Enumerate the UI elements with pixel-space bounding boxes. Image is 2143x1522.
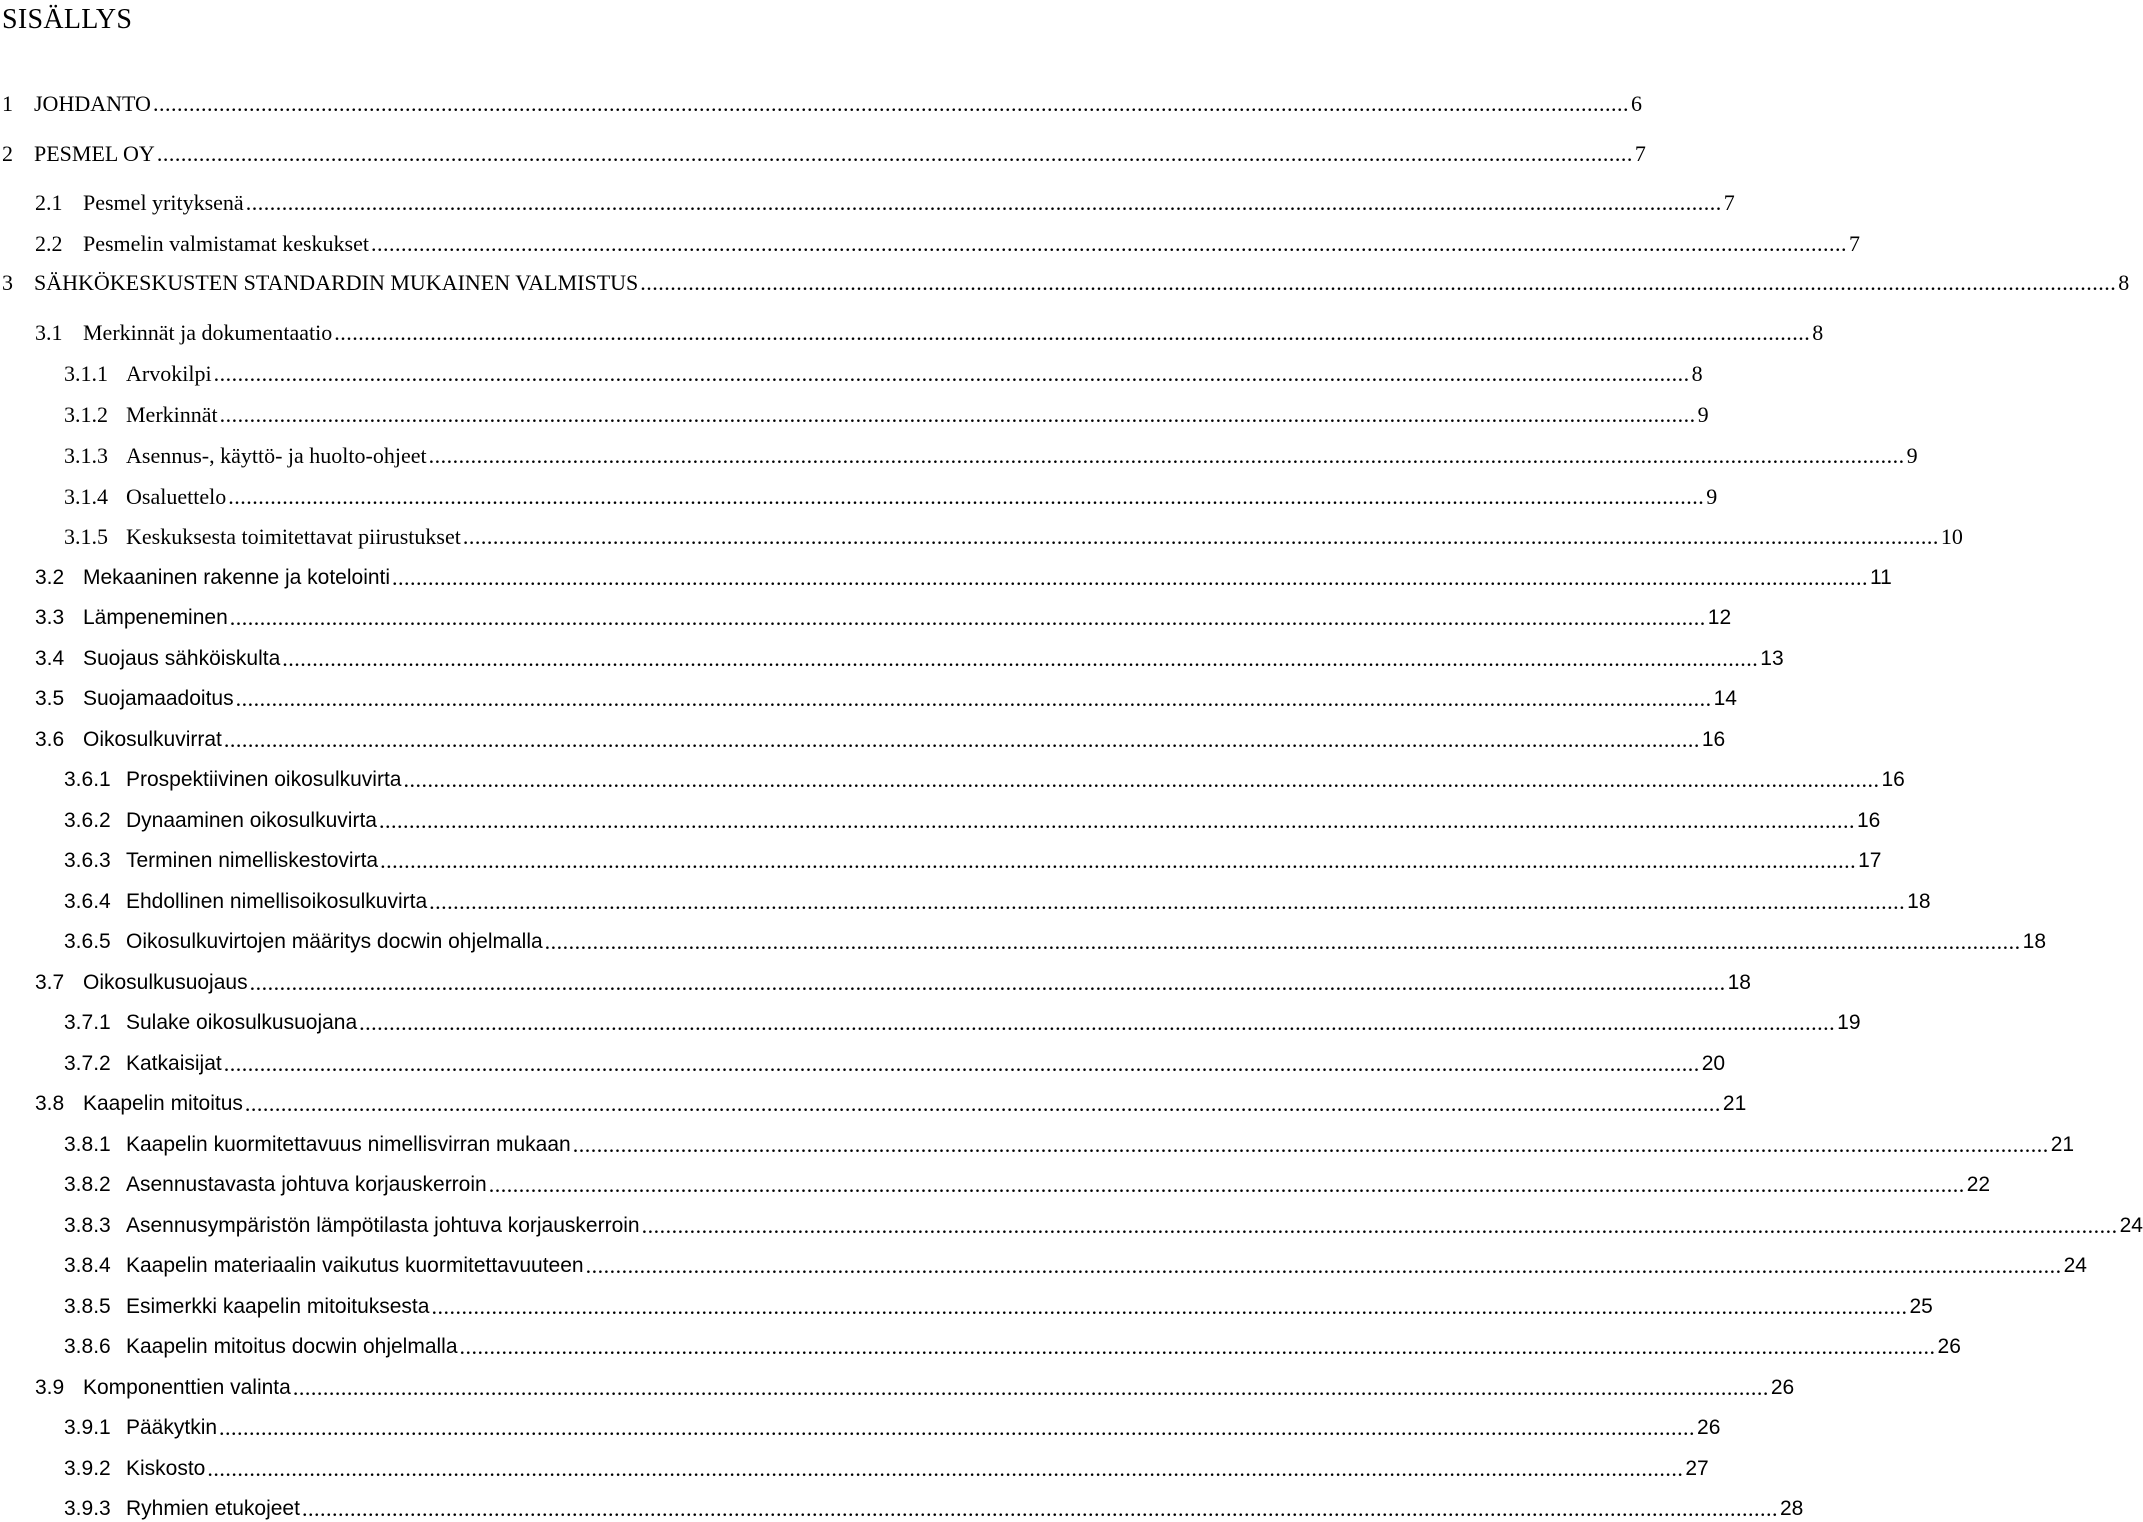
toc-entry-page-number: 27 [1685, 1457, 1709, 1480]
toc-entry[interactable] [64, 520, 1963, 550]
toc-entry-page-number: 21 [1722, 1092, 1747, 1115]
toc-dot-leader: ...................................................................................................................................................................................................................................................... [488, 1172, 1965, 1197]
toc-entry-page-number: 20 [1701, 1052, 1726, 1075]
toc-entry-title: Kiskosto [126, 1457, 206, 1480]
toc-entry-title: Merkinnät [126, 402, 218, 427]
toc-entry-number: 3.6.4 [64, 890, 111, 913]
toc-entry-number: 3.9 [35, 1376, 65, 1399]
toc-entry-title: Ehdollinen nimellisoikosulkuvirta [126, 890, 428, 913]
toc-entry[interactable] [64, 804, 1881, 834]
toc-entry-title: Mekaaninen rakenne ja kotelointi [83, 566, 391, 589]
toc-entry-number: 3.5 [35, 687, 65, 710]
toc-entry-title: Pesmelin valmistamat keskukset [83, 231, 369, 256]
toc-dot-leader: ...................................................................................................................................................................................................................................................... [244, 1091, 1721, 1116]
toc-entry-number: 3.1.2 [64, 402, 108, 427]
toc-entry-title: Komponenttien valinta [83, 1376, 291, 1399]
toc-entry[interactable] [64, 1330, 1961, 1360]
toc-entry-page-number: 21 [2050, 1133, 2075, 1156]
toc-entry[interactable] [64, 439, 1918, 469]
toc-entry-title: Esimerkki kaapelin mitoituksesta [126, 1295, 430, 1318]
toc-dot-leader: ...................................................................................................................................................................................................................................................... [156, 141, 1633, 166]
toc-entry-title: Osaluettelo [126, 484, 227, 509]
toc-dot-leader: ...................................................................................................................................................................................................................................................... [431, 1294, 1908, 1319]
toc-entry-number: 3 [2, 270, 13, 295]
toc-entry[interactable] [2, 137, 1646, 167]
toc-entry[interactable] [35, 966, 1751, 996]
toc-entry-page-number: 16 [1701, 728, 1726, 751]
toc-entry[interactable] [64, 1168, 1991, 1198]
toc-entry-title: Katkaisijat [126, 1052, 222, 1075]
toc-entry-number: 1 [2, 91, 13, 116]
toc-dot-leader: ...................................................................................................................................................................................................................................................... [282, 646, 1759, 671]
toc-dot-leader: ...................................................................................................................................................................................................................................................... [301, 1496, 1778, 1521]
toc-entry-title: Sulake oikosulkusuojana [126, 1011, 358, 1034]
toc-entry-title: Kaapelin mitoitus docwin ohjelmalla [126, 1335, 458, 1358]
toc-entry-number: 3.8.1 [64, 1133, 111, 1156]
toc-dot-leader: ...................................................................................................................................................................................................................................................... [359, 1010, 1836, 1035]
toc-entry-page-number: 13 [1760, 647, 1784, 670]
toc-entry-title: Merkinnät ja dokumentaatio [83, 320, 333, 345]
toc-entry-title: JOHDANTO [34, 91, 151, 116]
toc-entry[interactable] [35, 561, 1892, 591]
toc-entry-title: Keskuksesta toimitettavat piirustukset [126, 524, 461, 549]
toc-entry-title: Oikosulkuvirtojen määritys docwin ohjelmalla [126, 930, 543, 953]
toc-dot-leader: ...................................................................................................................................................................................................................................................... [392, 565, 1869, 590]
toc-entry[interactable] [64, 1249, 2087, 1279]
toc-entry[interactable] [64, 1047, 1726, 1077]
toc-dot-leader: ...................................................................................................................................................................................................................................................... [403, 767, 1880, 792]
toc-entry-title: Asennusympäristön lämpötilasta johtuva korjauskerroin [126, 1214, 640, 1237]
toc-entry[interactable] [64, 1006, 1861, 1036]
toc-entry[interactable] [35, 723, 1726, 753]
toc-entry[interactable] [35, 642, 1784, 672]
toc-entry-page-number: 25 [1909, 1295, 1933, 1318]
toc-dot-leader: ...................................................................................................................................................................................................................................................... [245, 190, 1722, 215]
toc-entry-page-number: 7 [1723, 190, 1735, 215]
toc-entry-page-number: 11 [1870, 566, 1892, 589]
toc-entry-page-number: 19 [1837, 1011, 1861, 1034]
toc-entry-page-number: 9 [1697, 402, 1709, 427]
toc-entry-page-number: 7 [1848, 231, 1860, 256]
toc-entry-page-number: 26 [1937, 1335, 1961, 1358]
toc-entry[interactable] [64, 1128, 2075, 1158]
toc-entry[interactable] [64, 357, 1703, 387]
toc-entry-number: 3.6.3 [64, 849, 111, 872]
toc-entry-title: Lämpeneminen [83, 606, 228, 629]
toc-entry-number: 3.2 [35, 566, 65, 589]
toc-entry-title: Ryhmien etukojeet [126, 1497, 300, 1520]
toc-entry-title: SÄHKÖKESKUSTEN STANDARDIN MUKAINEN VALMISTUS [34, 270, 639, 295]
toc-entry-number: 2 [2, 141, 13, 166]
toc-entry-page-number: 24 [2119, 1214, 2143, 1237]
toc-entry-page-number: 26 [1770, 1376, 1795, 1399]
toc-dot-leader: ...................................................................................................................................................................................................................................................... [219, 402, 1696, 427]
toc-entry[interactable] [64, 398, 1709, 428]
toc-dot-leader: ...................................................................................................................................................................................................................................................... [235, 686, 1712, 711]
toc-entry-page-number: 26 [1697, 1416, 1721, 1439]
toc-entry-page-number: 7 [1634, 141, 1646, 166]
toc-entry[interactable] [64, 1411, 1721, 1441]
toc-dot-leader: ...................................................................................................................................................................................................................................................... [228, 484, 1705, 509]
toc-entry[interactable] [64, 1290, 1933, 1320]
toc-entry-page-number: 8 [2118, 270, 2130, 295]
toc-entry-title: Asennustavasta johtuva korjauskerroin [126, 1173, 487, 1196]
toc-dot-leader: ...................................................................................................................................................................................................................................................... [572, 1132, 2049, 1157]
toc-entry[interactable] [2, 87, 1642, 117]
toc-entry-number: 3.1 [35, 320, 63, 345]
toc-entry-number: 3.7.2 [64, 1052, 111, 1075]
toc-entry-title: Oikosulkuvirrat [83, 728, 222, 751]
toc-entry-page-number: 10 [1940, 524, 1963, 549]
toc-entry-number: 3.1.5 [64, 524, 108, 549]
toc-entry-title: Dynaaminen oikosulkuvirta [126, 809, 377, 832]
toc-dot-leader: ...................................................................................................................................................................................................................................................... [219, 1415, 1696, 1440]
toc-entry-title: Kaapelin kuormitettavuus nimellisvirran mukaan [126, 1133, 571, 1156]
toc-entry-page-number: 9 [1706, 484, 1718, 509]
toc-entry[interactable] [35, 227, 1860, 257]
toc-dot-leader: ...................................................................................................................................................................................................................................................... [459, 1334, 1936, 1359]
toc-entry[interactable] [35, 601, 1732, 631]
toc-entry-title: Pääkytkin [126, 1416, 218, 1439]
toc-entry-page-number: 22 [1966, 1173, 1991, 1196]
toc-dot-leader: ...................................................................................................................................................................................................................................................... [640, 270, 2117, 295]
toc-entry-number: 3.1.3 [64, 443, 108, 468]
toc-entry[interactable] [35, 186, 1735, 216]
toc-dot-leader: ...................................................................................................................................................................................................................................................... [428, 443, 1905, 468]
toc-entry-page-number: 18 [2022, 930, 2047, 953]
toc-entry-number: 3.1.1 [64, 361, 108, 386]
toc-entry-page-number: 9 [1906, 443, 1918, 468]
toc-entry-number: 3.7.1 [64, 1011, 111, 1034]
toc-entry-title: Oikosulkusuojaus [83, 971, 248, 994]
toc-dot-leader: ...................................................................................................................................................................................................................................................... [378, 808, 1855, 833]
toc-entry[interactable] [64, 1209, 2143, 1239]
toc-entry-title: Pesmel yrityksenä [83, 190, 244, 215]
toc-entry-number: 2.2 [35, 231, 63, 256]
toc-entry-number: 3.8.5 [64, 1295, 111, 1318]
toc-entry-page-number: 18 [1907, 890, 1931, 913]
toc-dot-leader: ...................................................................................................................................................................................................................................................... [213, 361, 1690, 386]
toc-entry[interactable] [64, 763, 1905, 793]
toc-entry-number: 3.6.2 [64, 809, 111, 832]
toc-entry-number: 3.8.6 [64, 1335, 111, 1358]
toc-entry-page-number: 8 [1691, 361, 1703, 386]
toc-entry-page-number: 12 [1707, 606, 1732, 629]
toc-entry-number: 3.6 [35, 728, 65, 751]
toc-entry-number: 3.4 [35, 647, 65, 670]
toc-dot-leader: ...................................................................................................................................................................................................................................................... [380, 848, 1857, 873]
toc-entry-number: 3.8 [35, 1092, 65, 1115]
toc-entry-page-number: 24 [2063, 1254, 2087, 1277]
toc-entry[interactable] [64, 1452, 1709, 1482]
toc-entry-number: 3.8.3 [64, 1214, 111, 1237]
toc-entry-title: Prospektiivinen oikosulkuvirta [126, 768, 402, 791]
toc-entry-number: 2.1 [35, 190, 63, 215]
toc-dot-leader: ...................................................................................................................................................................................................................................................... [223, 1051, 1700, 1076]
toc-entry-number: 3.6.1 [64, 768, 111, 791]
toc-entry-number: 3.7 [35, 971, 65, 994]
page-title: SISÄLLYS [2, 4, 133, 35]
toc-entry-title: Suojamaadoitus [83, 687, 234, 710]
toc-entry-page-number: 17 [1858, 849, 1882, 872]
toc-entry[interactable] [64, 1492, 1804, 1522]
toc-entry[interactable] [35, 682, 1737, 712]
toc-entry[interactable] [35, 316, 1824, 346]
toc-entry-page-number: 14 [1713, 687, 1737, 710]
toc-entry-page-number: 28 [1779, 1497, 1804, 1520]
toc-entry-number: 3.6.5 [64, 930, 111, 953]
toc-entry-number: 3.8.4 [64, 1254, 111, 1277]
toc-entry-title: Terminen nimelliskestovirta [126, 849, 379, 872]
toc-entry-number: 3.1.4 [64, 484, 108, 509]
toc-entry-number: 3.9.3 [64, 1497, 111, 1520]
toc-entry-title: Arvokilpi [126, 361, 212, 386]
toc-dot-leader: ...................................................................................................................................................................................................................................................... [429, 889, 1906, 914]
toc-entry-page-number: 16 [1881, 768, 1905, 791]
toc-dot-leader: ...................................................................................................................................................................................................................................................... [462, 524, 1939, 549]
toc-entry-title: Asennus-, käyttö- ja huolto-ohjeet [126, 443, 427, 468]
toc-entry[interactable] [35, 1371, 1795, 1401]
toc-entry[interactable] [64, 480, 1718, 510]
toc-entry[interactable] [35, 1087, 1747, 1117]
toc-dot-leader: ...................................................................................................................................................................................................................................................... [229, 605, 1706, 630]
toc-dot-leader: ...................................................................................................................................................................................................................................................... [223, 727, 1700, 752]
toc-entry-number: 3.3 [35, 606, 65, 629]
toc-dot-leader: ...................................................................................................................................................................................................................................................... [334, 320, 1811, 345]
toc-dot-leader: ...................................................................................................................................................................................................................................................... [370, 231, 1847, 256]
toc-entry-page-number: 18 [1727, 971, 1751, 994]
toc-entry[interactable] [64, 844, 1882, 874]
toc-dot-leader: ...................................................................................................................................................................................................................................................... [641, 1213, 2118, 1238]
toc-dot-leader: ...................................................................................................................................................................................................................................................... [544, 929, 2021, 954]
toc-entry-number: 3.9.1 [64, 1416, 111, 1439]
toc-entry-number: 3.8.2 [64, 1173, 111, 1196]
toc-entry[interactable] [2, 266, 2130, 296]
toc-entry-page-number: 6 [1630, 91, 1642, 116]
toc-entry-title: PESMEL OY [34, 141, 155, 166]
toc-dot-leader: ...................................................................................................................................................................................................................................................... [292, 1375, 1769, 1400]
toc-entry-page-number: 16 [1856, 809, 1881, 832]
toc-dot-leader: ...................................................................................................................................................................................................................................................... [585, 1253, 2062, 1278]
toc-entry[interactable] [64, 885, 1931, 915]
toc-dot-leader: ...................................................................................................................................................................................................................................................... [249, 970, 1726, 995]
toc-entry-title: Suojaus sähköiskulta [83, 647, 281, 670]
toc-entry[interactable] [64, 925, 2047, 955]
toc-dot-leader: ...................................................................................................................................................................................................................................................... [152, 91, 1629, 116]
toc-entry-number: 3.9.2 [64, 1457, 111, 1480]
toc-dot-leader: ...................................................................................................................................................................................................................................................... [207, 1456, 1684, 1481]
toc-entry-title: Kaapelin materiaalin vaikutus kuormitettavuuteen [126, 1254, 584, 1277]
toc-entry-title: Kaapelin mitoitus [83, 1092, 243, 1115]
toc-entry-page-number: 8 [1812, 320, 1824, 345]
